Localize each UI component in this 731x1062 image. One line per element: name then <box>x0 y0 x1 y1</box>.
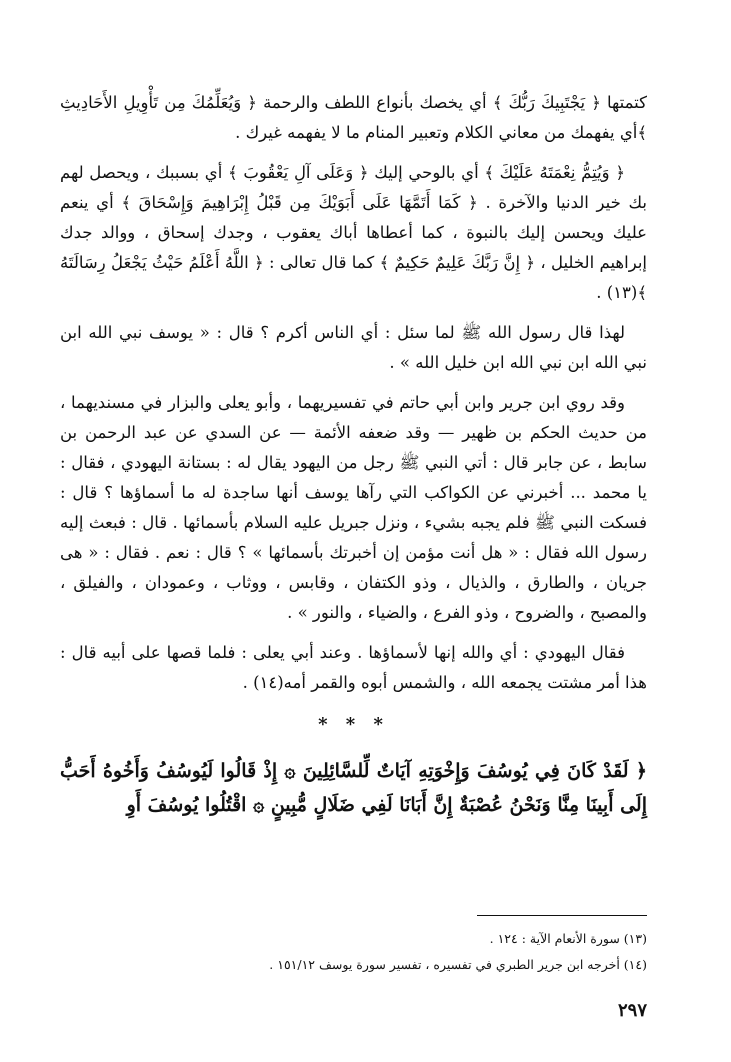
paragraph-1: كتمتها ﴿ يَجْتَبِيكَ رَبُّكَ ﴾ أي يخصك بأنواع اللطف والرحمة ﴿ وَيُعَلِّمُكَ مِن تَأْوِيلِ الأَحَادِيثِ ﴾أي يفهمك من معاني الكلام وتعبير المنام ما لا يفهمه غيرك . <box>60 93 647 142</box>
footnote-14: (١٤) أخرجه ابن جرير الطبري في تفسيره ، تفسير سورة يوسف ١٥١/١٢ . <box>269 957 647 972</box>
paragraph-5: فقال اليهودي : أي والله إنها لأسماؤها . وعند أبي يعلى : فلما قصها على أبيه قال : هذا أمر مشتت يجمعه الله ، والشمس أبوه والقمر أمه(١٤) . <box>60 643 647 692</box>
main-text <box>60 88 647 822</box>
quran-verse: ﴿ لَقَدْ كَانَ فِي يُوسُفَ وَإِخْوَتِهِ آيَاتٌ لِّلسَّائِلِينَ ۞ إِذْ قَالُوا لَيُوسُفُ وَأَخُوهُ أَحَبُّ إِلَى أَبِينَا مِنَّا وَنَحْنُ عُصْبَةٌ إِنَّ أَبَانَا لَفِي ضَلَالٍ مُّبِينٍ ۞ اقْتُلُوا يُوسُفَ أَوِ <box>60 760 647 816</box>
section-separator: * * * <box>318 714 389 735</box>
paragraph-4: وقد روي ابن جرير وابن أبي حاتم في تفسيريهما ، وأبو يعلى والبزار في مسنديهما ، من حديث الحكم بن ظهير — وقد ضعفه الأئمة — عن السدي عن عبد الرحمن بن سابط ، عن جابر قال : أتي النبي ﷺ رجل من اليهود يقال له : بستانة اليهودي ، فقال : يا محمد ... أخبرني عن الكواكب التي رآها يوسف أنها ساجدة له ما أسماؤها ؟ قال : فسكت النبي ﷺ فلم يجبه بشيء ، ونزل جبريل عليه السلام بأسمائها . قال : فبعث إليه رسول الله فقال : « هل أنت مؤمن إن أخبرتك بأسمائها » ؟ قال : نعم . فقال : « هى جريان ، والطارق ، والذيال ، وذو الكتفان ، وقابس ، ووثاب ، وعمودان ، والفيلق ، والمصبح ، والضروح ، وذو الفرع ، والضياء ، والنور » . <box>60 393 647 622</box>
footnote-13: (١٣) سورة الأنعام الآية : ١٢٤ . <box>489 931 647 946</box>
footnotes <box>60 926 647 978</box>
footnote-divider <box>477 915 647 916</box>
page-number: ٢٩٧ <box>617 1000 647 1021</box>
paragraph-2: ﴿ وَيُتِمُّ نِعْمَتَهُ عَلَيْكَ ﴾ أي بالوحي إليك ﴿ وَعَلَى آلِ يَعْقُوبَ ﴾ أي بسببك ، ويحصل لهم بك خير الدنيا والآخرة . ﴿ كَمَا أَتَمَّهَا عَلَى أَبَوَيْكَ مِن قَبْلُ إِبْرَاهِيمَ وَإِسْحَاقَ ﴾ أي ينعم عليك ويحسن إليك بالنبوة ، كما أعطاها أباك يعقوب ، وجدك إسحاق ، ووالد جدك إبراهيم الخليل ، ﴿ إِنَّ رَبَّكَ عَلِيمٌ حَكِيمٌ ﴾ كما قال تعالى : ﴿ اللَّهُ أَعْلَمُ حَيْثُ يَجْعَلُ رِسَالَتَهُ ﴾(١٣) . <box>60 163 647 302</box>
paragraph-3: لهذا قال رسول الله ﷺ لما سئل : أي الناس أكرم ؟ قال : « يوسف نبي الله ابن نبي الله ابن نبي الله ابن خليل الله » . <box>60 323 647 372</box>
